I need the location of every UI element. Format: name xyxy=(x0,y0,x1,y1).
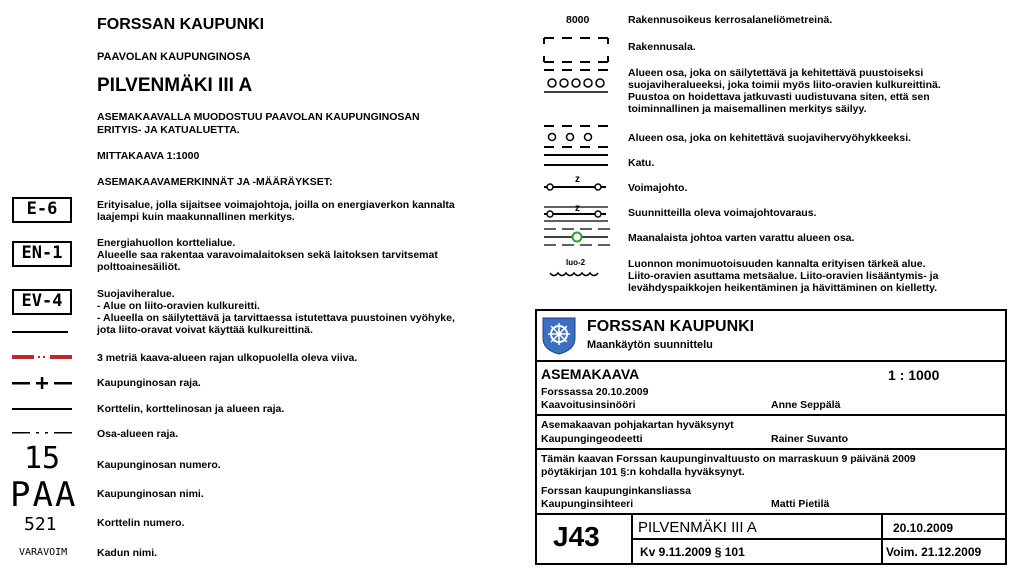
block-number-sample: 521 xyxy=(24,514,57,535)
block-number-text: Korttelin numero. xyxy=(97,517,185,529)
green-zone-line1: Alueen osa, joka on säilytettävä ja kehitettävä puustoiseksi xyxy=(628,67,924,79)
district-name-sample: PAA xyxy=(10,475,78,515)
zone-ev4-line4: jota liito-oravat voivat käyttää kulkureittinä. xyxy=(97,324,313,336)
approval-line1: Tämän kaavan Forssan kaupunginvaltuusto on marraskuun 9 päivänä 2009 xyxy=(541,453,916,465)
green-zone-line3: Puustoa on hoidettava jatkuvasti uudistuvana siten, että sen xyxy=(628,91,930,103)
underground-line-text: Maanalaista johtoa varten varattu alueen osa. xyxy=(628,232,855,244)
dash-dot-line-symbol xyxy=(10,428,74,438)
plan-id: J43 xyxy=(553,521,600,552)
title-divider-2 xyxy=(537,414,1005,416)
zone-e6-line1: Erityisalue, jolla sijaitsee voimajohtoja, joilla on energiaverkon kannalta xyxy=(97,199,455,211)
street-symbol-top xyxy=(544,154,608,156)
zone-ev4-line2: - Alue on liito-oravien kulkureitti. xyxy=(97,300,260,312)
approval-line2: pöytäkirjan 101 §:n kohdalla hyväksynyt. xyxy=(541,466,745,478)
district-number-sample: 15 xyxy=(24,441,61,476)
buffer-zone-text: Alueen osa, joka on kehitettävä suojavihervyöhykkeeksi. xyxy=(628,132,912,144)
title-divider-3 xyxy=(537,448,1005,450)
title-plan-name: PILVENMÄKI III A xyxy=(638,519,757,536)
dash-dot-line-text: Osa-alueen raja. xyxy=(97,428,179,440)
title-date: 20.10.2009 xyxy=(893,521,954,535)
solid-line-text: Korttelin, korttelinosan ja alueen raja. xyxy=(97,403,285,415)
zone-ev4-line3: - Alueella on säilytettävä ja tarvittaessa istutettava puustoinen vyöhyke, xyxy=(97,312,455,324)
zone-e6-line2: laajempi kuin maakunnallinen merkitys. xyxy=(97,211,295,223)
role-geodesist: Kaupungingeodeetti xyxy=(541,433,643,445)
basemap-note: Asemakaavan pohjakartan hyväksynyt xyxy=(541,419,734,431)
nature-area-code: luo-2 xyxy=(566,258,586,267)
red-dashed-line-symbol xyxy=(10,350,74,364)
description-line2: ERITYIS- JA KATUALUETTA. xyxy=(97,124,240,136)
floor-area-text: Rakennusoikeus kerrosalaneliömetreinä. xyxy=(628,14,833,26)
plus-line-text: Kaupunginosan raja. xyxy=(97,377,201,389)
name-planning-engineer: Anne Seppälä xyxy=(771,399,841,411)
description-line1: ASEMAKAAVALLA MUODOSTUU PAAVOLAN KAUPUNGINOSAN xyxy=(97,111,420,123)
street-text: Katu. xyxy=(628,157,655,169)
plus-line-symbol xyxy=(10,376,74,390)
green-zone-line4: toiminnallinen ja maisemallinen merkitys säilyy. xyxy=(628,103,867,115)
zone-ev4-line1: Suojaviheralue. xyxy=(97,288,175,300)
planned-power-line-text: Suunnitteilla oleva voimajohtovaraus. xyxy=(628,207,817,219)
nature-area-line3: levähdyspaikkojen heikentäminen ja hävittäminen on kielletty. xyxy=(628,282,938,294)
legend-title: ASEMAKAAVAMERKINNÄT JA -MÄÄRÄYKSET: xyxy=(97,176,333,188)
zone-en1-line1: Energiahuollon korttelialue. xyxy=(97,237,236,249)
zone-code-e6: E-6 xyxy=(12,197,72,223)
nature-area-symbol xyxy=(548,269,600,279)
zone-code-en1: EN-1 xyxy=(12,241,72,267)
title-divider-1 xyxy=(537,360,1005,362)
planned-power-line-label: z xyxy=(575,203,580,214)
separator-line xyxy=(12,331,68,333)
doc-scale: 1 : 1000 xyxy=(888,367,940,383)
district-name-text: Kaupunginosan nimi. xyxy=(97,488,204,500)
title-org: FORSSAN KAUPUNKI xyxy=(587,318,755,335)
building-area-symbol xyxy=(542,36,612,64)
power-line-label: z xyxy=(575,174,580,185)
street-name-sample: VARAVOIM xyxy=(19,547,68,558)
name-geodesist: Rainer Suvanto xyxy=(771,433,849,445)
underground-line-symbol xyxy=(542,224,612,248)
green-zone-line2: suojaviheralueeksi, joka toimii myös liito-oravien kulkureittinä. xyxy=(628,79,941,91)
title-divider-5 xyxy=(631,538,1005,540)
street-symbol-bottom xyxy=(544,164,608,166)
district-name: PAAVOLAN KAUPUNGINOSA xyxy=(97,51,251,63)
place-date: Forssassa 20.10.2009 xyxy=(541,386,649,398)
power-line-text: Voimajohto. xyxy=(628,182,688,194)
street-name-text: Kadun nimi. xyxy=(97,547,158,559)
solid-line-symbol xyxy=(12,408,72,410)
nature-area-line2: Liito-oravien asuttama metsäalue. Liito-oravien lisääntymis- ja xyxy=(628,270,939,282)
building-area-text: Rakennusala. xyxy=(628,41,696,53)
floor-area-sample: 8000 xyxy=(566,14,590,26)
plan-name: PILVENMÄKI III A xyxy=(97,75,253,96)
title-dept: Maankäytön suunnittelu xyxy=(587,339,713,351)
zone-en1-line2: Alueelle saa rakentaa varavoimalaitoksen sekä laitoksen tarvitsemat xyxy=(97,249,438,261)
role-planning-engineer: Kaavoitusinsinööri xyxy=(541,399,636,411)
nature-area-line1: Luonnon monimuotoisuuden kannalta erityisen tärkeä alue. xyxy=(628,258,926,270)
zone-code-ev4: EV-4 xyxy=(12,289,72,315)
council-decision: Kv 9.11.2009 § 101 xyxy=(640,545,745,559)
role-city-secretary: Kaupunginsihteeri xyxy=(541,498,634,510)
title-divider-4 xyxy=(537,513,1005,515)
doc-type: ASEMAKAAVA xyxy=(541,366,640,382)
scale-text: MITTAKAAVA 1:1000 xyxy=(97,150,200,162)
district-number-text: Kaupunginosan numero. xyxy=(97,459,221,471)
red-dashed-line-text: 3 metriä kaava-alueen rajan ulkopuolella oleva viiva. xyxy=(97,352,358,364)
office-text: Forssan kaupunginkansliassa xyxy=(541,485,691,497)
green-zone-symbol xyxy=(542,68,612,94)
zone-en1-line3: polttoainesäiliöt. xyxy=(97,261,181,273)
name-city-secretary: Matti Pietilä xyxy=(771,498,830,510)
city-crest-icon xyxy=(541,316,577,356)
in-force-date: Voim. 21.12.2009 xyxy=(886,545,982,559)
buffer-zone-symbol xyxy=(542,124,612,150)
city-title: FORSSAN KAUPUNKI xyxy=(97,16,265,33)
